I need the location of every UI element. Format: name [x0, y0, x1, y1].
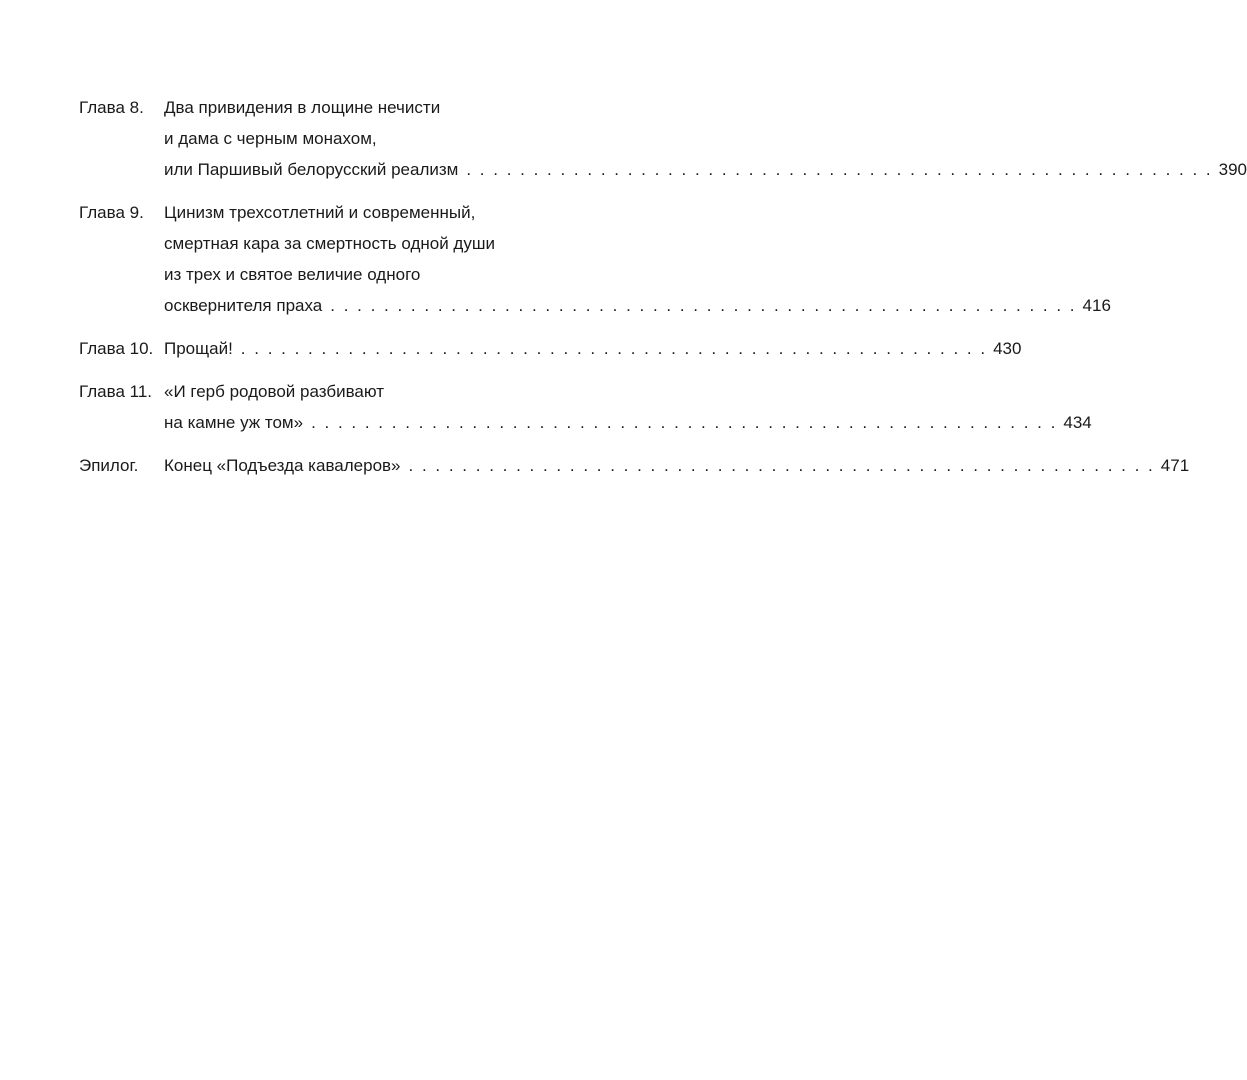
chapter-title-line: или Паршивый белорусский реализм — [164, 160, 459, 179]
toc-entry — [79, 450, 1190, 481]
chapter-title — [164, 333, 1022, 364]
chapter-label: Глава 11. — [79, 382, 153, 401]
toc-entry — [79, 197, 1111, 321]
chapter-label: Глава 9. — [79, 203, 144, 222]
dot-leader: . . . . . . . . . . . . . . . . . . . . . . . . . . . . . . . . . . . . . . . . . . . . . . . . . . . . . . . . — [240, 339, 988, 358]
toc-entry — [79, 376, 1092, 438]
chapter-title-last-line — [164, 407, 1092, 438]
chapter-title-line: на камне уж том» — [164, 413, 304, 432]
chapter-title-line: осквернителя праха — [164, 296, 323, 315]
chapter-label: Глава 8. — [79, 98, 144, 117]
page-number: 390 — [1218, 160, 1247, 179]
chapter-label: Эпилог. — [79, 456, 139, 475]
chapter-title-line: Два привидения в лощине нечисти — [164, 98, 441, 117]
chapter-title-line: и дама с черным монахом, — [164, 129, 377, 148]
chapter-title-line: «И герб родовой разбивают — [164, 382, 385, 401]
dot-leader: . . . . . . . . . . . . . . . . . . . . . . . . . . . . . . . . . . . . . . . . . . . . . . . . . . . . . . . . — [408, 456, 1155, 475]
chapter-title — [164, 92, 1247, 185]
page-number: 430 — [993, 339, 1022, 358]
dot-leader: . . . . . . . . . . . . . . . . . . . . . . . . . . . . . . . . . . . . . . . . . . . . . . . . . . . . . . . . — [311, 413, 1058, 432]
chapter-title — [164, 450, 1190, 481]
chapter-title — [164, 376, 1092, 438]
toc-entry — [79, 92, 1247, 185]
chapter-title-last-line — [164, 450, 1190, 481]
page-number: 416 — [1082, 296, 1111, 315]
dot-leader: . . . . . . . . . . . . . . . . . . . . . . . . . . . . . . . . . . . . . . . . . . . . . . . . . . . . . . . . — [466, 160, 1213, 179]
table-of-contents — [79, 92, 1247, 493]
chapter-title-line: Конец «Подъезда кавалеров» — [164, 456, 401, 475]
chapter-title-line: Цинизм трехсотлетний и современный, — [164, 203, 476, 222]
toc-entry — [79, 333, 1022, 364]
page-number: 434 — [1063, 413, 1092, 432]
chapter-title-line: из трех и святое величие одного — [164, 265, 421, 284]
chapter-title-line: Прощай! — [164, 339, 233, 358]
chapter-title-last-line — [164, 290, 1111, 321]
chapter-title-last-line — [164, 333, 1022, 364]
chapter-label: Глава 10. — [79, 339, 154, 358]
chapter-title — [164, 197, 1111, 321]
chapter-title-last-line — [164, 154, 1247, 185]
chapter-title-line: смертная кара за смертность одной души — [164, 234, 495, 253]
page-number: 471 — [1160, 456, 1190, 475]
dot-leader: . . . . . . . . . . . . . . . . . . . . . . . . . . . . . . . . . . . . . . . . . . . . . . . . . . . . . . . . — [330, 296, 1077, 315]
